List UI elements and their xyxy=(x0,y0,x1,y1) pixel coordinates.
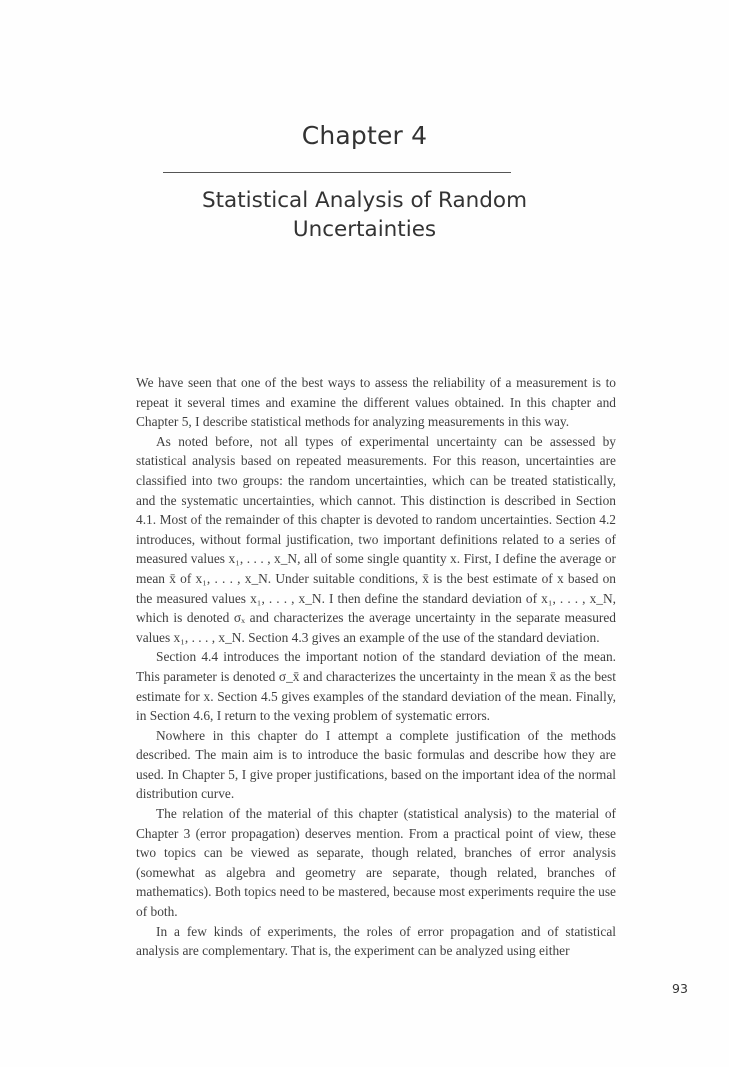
paragraph: In a few kinds of experiments, the roles of error propagation and of statistical analysis are complementary. That is, the experiment can be analyzed using either xyxy=(136,923,616,959)
paragraph: We have seen that one of the best ways to assess the reliability of a measurement is to repeat it several times and examine the different values obtained. In this chapter and Chapter 5, I describe statistical methods for analyzing measurements in this way. xyxy=(136,375,616,430)
paragraph: As noted before, not all types of experimental uncertainty can be assessed by statistical analysis based on repeated measurements. For this reason, uncertainties are classified into two groups: the random uncertainties, which can be treated statistically, and the systematic uncertainties, which cannot. This distinction is described in Section 4.1. Most of the remainder of this chapter is devoted to random uncertainties. Section 4.2 introduces, without formal justification, two important definitions related to a series of measured values x₁, . . . , x_N, all of some single quantity x. First, I define the average or mean x̄ of x₁, . . . , x_N. Under suitable conditions, x̄ is the best estimate of x based on the measured values x₁, . . . , x_N. I then define the standard deviation of x₁, . . . , x_N, which is denoted σₓ and characterizes the average uncertainty in the separate measured values x₁, . . . , x_N. Section 4.3 gives an example of the use of the standard deviation. xyxy=(136,433,616,645)
paragraph: Section 4.4 introduces the important notion of the standard deviation of the mean. This parameter is denoted σ_x̄ and characterizes the uncertainty in the mean x̄ as the best estimate for x. Section 4.5 gives examples of the standard deviation of the mean. Finally, in Section 4.6, I return to the vexing problem of systematic errors. xyxy=(136,649,616,724)
chapter-divider xyxy=(163,172,511,173)
chapter-title-line-1: Statistical Analysis of Random xyxy=(201,188,528,213)
page-number: 93 xyxy=(672,981,688,996)
chapter-number: Chapter 4 xyxy=(301,121,428,150)
chapter-title-line-2: Uncertainties xyxy=(292,217,437,242)
paragraph: The relation of the material of this chapter (statistical analysis) to the material of Chapter 3 (error propagation) deserves mention. From a practical point of view, these two topics can be viewed as separate, though related, branches of error analysis (somewhat as algebra and geometry are separate, though related, branches of mathematics). Both topics need to be mastered, because most experiments require the use of both. xyxy=(136,806,616,920)
paragraph: Nowhere in this chapter do I attempt a complete justification of the methods described. The main aim is to introduce the basic formulas and describe how they are used. In Chapter 5, I give proper justifications, based on the important idea of the normal distribution curve. xyxy=(136,727,616,802)
body-text xyxy=(136,373,616,961)
chapter-title xyxy=(0,186,729,244)
